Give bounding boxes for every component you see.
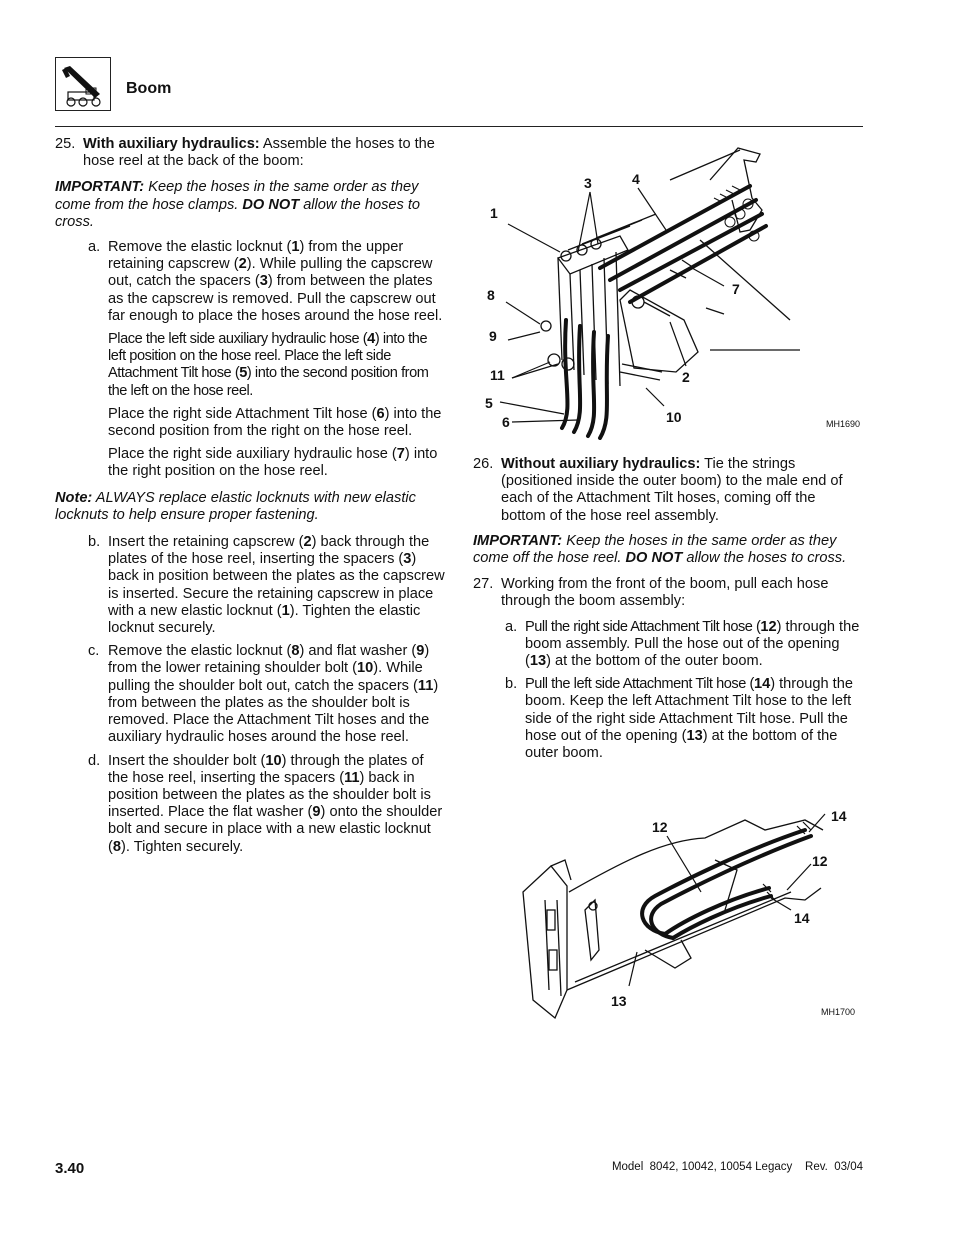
callout-7: 7 [732,281,740,297]
substep-a-paragraph-3: Place the right side Attachment Tilt hose (6) into the second position from the right on the hose reel. [108,405,442,440]
step-25-substeps [88,239,447,481]
step-27: 27. Working from the front of the boom, pull each hose through the boom assembly: [473,576,829,610]
boom-machine-icon [56,58,110,110]
callout-11: 11 [490,367,505,383]
substep-a-paragraph-2: Place the left side auxiliary hydraulic hose (4) into the left position on the hose reel. Place the left side Attachment Tilt hose (5) into the second position from the left on the hose reel. [108,331,429,399]
callout-12-upper: 12 [652,819,668,835]
substep-d: d. Insert the shoulder bolt (10) through the plates of the hose reel, inserting the spacers (11) back in position between the plates as the shoulder bolt is inserted. Place the flat washer (9) onto the shoulder bolt and secure in place with a new elastic locknut (8). Tighten securely. [88,752,443,855]
callout-1: 1 [490,205,498,221]
callout-8: 8 [487,287,495,303]
callout-2: 2 [682,369,690,385]
callout-9: 9 [489,328,497,344]
substep-a: a. Remove the elastic locknut (1) from the upper retaining capscrew (2). While pulling the capscrew out, catch the spacers (3) from between the plates as the capscrew is removed. Pull the capscrew out far enough to place the hoses around the hose reel. Place the left side auxiliary hydraulic hose (4) into the left position on the hose reel. Place the left side Attachment Tilt hose (5) into the second position from the left on the hose reel. Place the right side Attachment Tilt hose (6) into the second position from the right on the hose reel. Place the right side auxiliary hydraulic hose (7) into the right position on the hose reel. [88,239,447,481]
callout-4: 4 [632,171,640,187]
substep-27a: a. Pull the right side Attachment Tilt hose (12) through the boom assembly. Pull the hose out of the opening (13) at the bottom of the outer boom. [505,618,860,670]
callout-6: 6 [502,414,510,430]
substep-c: c. Remove the elastic locknut (8) and flat washer (9) from the lower retaining shoulder bolt (10). While pulling the shoulder bolt out, catch the spacers (11) from between the plates as the shoulder bolt is removed. Place the Attachment Tilt hoses and the auxiliary hydraulic hoses around the hose reel. [88,643,439,746]
important-notice-2: IMPORTANT: Keep the hoses in the same order as they come off the hose reel. DO NOT allow the hoses to cross. [473,532,847,567]
left-column [55,136,447,856]
section-title: Boom [126,80,172,97]
step-25: 25. With auxiliary hydraulics: Assemble the hoses to the hose reel at the back of the boom: [55,136,435,170]
substep-a-paragraph-1: Remove the elastic locknut (1) from the upper retaining capscrew (2). While pulling the capscrew out, catch the spacers (3) from between the plates as the capscrew is removed. Pull the capscrew out far enough to place the hoses around the hose reel. [108,239,443,324]
step-27-substeps [505,619,863,763]
important-notice-1: IMPORTANT: Keep the hoses in the same order as they come from the hose clamps. DO NOT allow the hoses to cross. [55,179,421,230]
section-logo [55,57,111,111]
callout-14-lower: 14 [794,910,810,926]
right-column [473,456,863,762]
step-26: 26. Without auxiliary hydraulics: Tie the strings (positioned inside the outer boom) to the male end of each of the Attachment Tilt hoses, coming off the bottom of the hose reel assembly. [473,456,843,524]
model-revision: Model 8042, 10042, 10054 Legacy Rev. 03/04 [611,1161,863,1173]
substep-b: b. Insert the retaining capscrew (2) back through the plates of the hose reel, inserting the spacers (3) back in position between the plates as the capscrew is inserted. Secure the retaining capscrew in place with a new elastic locknut (1). Tighten the elastic locknut securely. [88,534,445,637]
page-number: 3.40 [55,1160,85,1177]
figure-id-mh1700: MH1700 [821,1007,856,1017]
figure-id-mh1690: MH1690 [826,419,861,429]
note-locknuts: Note: ALWAYS replace elastic locknuts with new elastic locknuts to help ensure proper fastening. [55,489,416,523]
substep-27b: b. Pull the left side Attachment Tilt hose (14) through the boom. Keep the left Attachment Tilt hose to the left side of the right side Attachment Tilt hose. Pull the hose out of the opening (13) at the bottom of the outer boom. [505,676,853,762]
callout-14-upper: 14 [831,808,847,824]
callout-5: 5 [485,395,493,411]
hose-reel-illustration [470,140,865,440]
callout-3: 3 [584,175,592,191]
substep-a-paragraph-4: Place the right side auxiliary hydraulic hose (7) into the right position on the hose reel. [108,446,438,480]
callout-10: 10 [666,409,682,425]
callout-13: 13 [611,993,627,1009]
boom-hose-routing-illustration [505,800,865,1025]
callout-12-lower: 12 [812,853,828,869]
header-divider [55,126,863,127]
step-25-substeps-2 [88,534,447,856]
